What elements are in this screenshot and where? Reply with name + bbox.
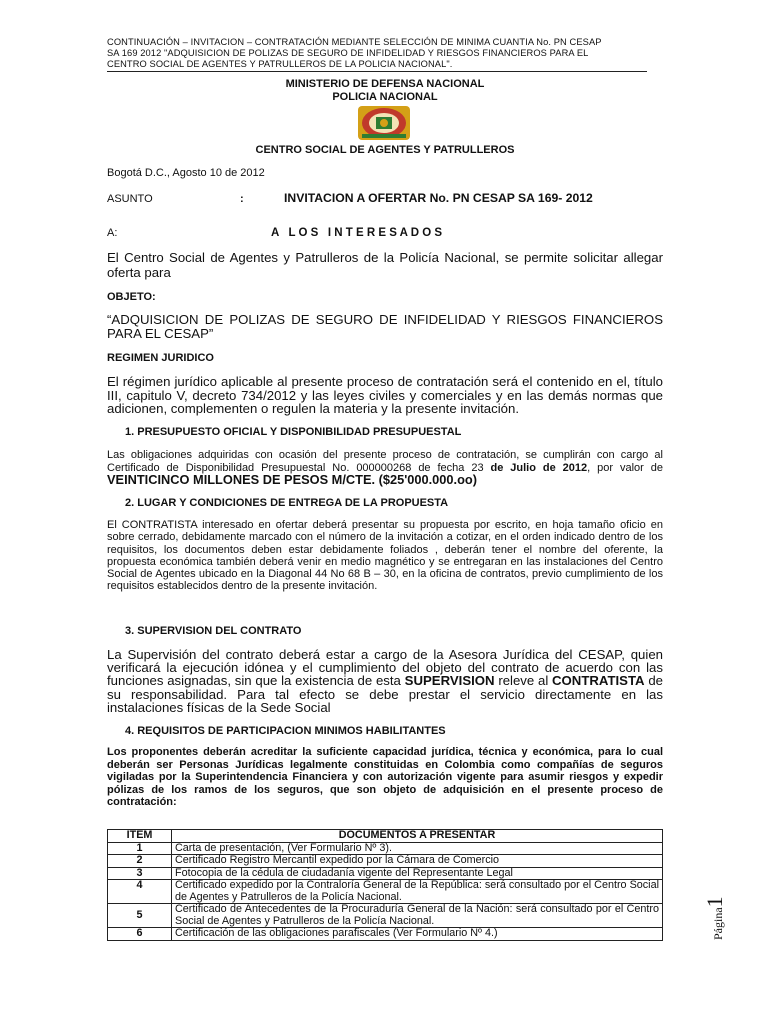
section-3-text: La Supervisión del contrato deberá estar a cargo de la Asesora Jurídica del CESAP, quien verificará la ejecución idónea y el cumplimiento del objeto del contrato de acuerdo con las funciones asignadas, sin que la existencia de esta SUPERVISION releve al CONTRATISTA de su responsabilidad. Para tal efecto se debe prestar el servicio directamente en las instalaciones físicas de la Sede Social bbox=[107, 647, 663, 715]
document-date: Bogotá D.C., Agosto 10 de 2012 bbox=[107, 167, 265, 179]
addressee-label: A: bbox=[107, 227, 118, 239]
item-number: 4 bbox=[108, 880, 172, 904]
item-document: Certificación de las obligaciones parafiscales (Ver Formulario Nº 4.) bbox=[172, 928, 663, 941]
item-document: Certificado Registro Mercantil expedido por la Cámara de Comercio bbox=[172, 855, 663, 868]
table-row bbox=[108, 928, 663, 941]
page-footer bbox=[702, 896, 728, 940]
header-line-2: SA 169 2012 "ADQUISICION DE POLIZAS DE SEGURO DE INFIDELIDAD Y RIESGOS FINANCIEROS PARA EL bbox=[107, 48, 589, 58]
regimen-text: El régimen jurídico aplicable al presente proceso de contratación será el contenido en el, título III, capitulo V, decreto 734/2012 y las leyes civiles y comerciales y en las demás normas que adicionen, complementen o regulen la materia y la presente invitación. bbox=[107, 374, 663, 416]
page-number: 1 bbox=[702, 896, 727, 908]
asunto-colon: : bbox=[240, 193, 244, 205]
section-2-heading: 2. LUGAR Y CONDICIONES DE ENTREGA DE LA PROPUESTA bbox=[125, 497, 449, 509]
section-4-text: Los proponentes deberán acreditar la suficiente capacidad jurídica, técnica y económica, para lo cual deberán ser Personas Jurídicas legalmente constituidas en Colombia como compañías de seguros vigiladas por la Superintendencia Financiera y con autorización vigente para asumir riesgos y expedir pólizas de los ramos de los seguros, que son objeto de adquisición en el presente proceso de contratación: bbox=[107, 746, 663, 808]
addressee-value: A L O S I N T E R E S A D O S bbox=[271, 227, 443, 239]
section-1-text: Las obligaciones adquiridas con ocasión del presente proceso de contratación, se cumplirán con cargo al Certificado de Disponibilidad Presupuestal No. 000000268 de fecha 23 de Julio de 2012, por valor de VEINTICINCO MILLONES DE PESOS M/CTE. ($25'000.000.oo) bbox=[107, 449, 664, 487]
column-header-documents: DOCUMENTOS A PRESENTAR bbox=[172, 830, 663, 843]
center-title: CENTRO SOCIAL DE AGENTES Y PATRULLEROS bbox=[255, 144, 515, 156]
asunto-label: ASUNTO bbox=[107, 193, 153, 205]
item-document: Certificado expedido por la Contraloría General de la República: será consultado por el Centro Social de Agentes y Patrulleros de la Policía Nacional. bbox=[172, 880, 663, 904]
intro-paragraph: El Centro Social de Agentes y Patrulleros de la Policía Nacional, se permite solicitar allegar oferta para bbox=[107, 250, 663, 280]
table-row bbox=[108, 867, 663, 880]
table-row bbox=[108, 855, 663, 868]
section-1-heading: 1. PRESUPUESTO OFICIAL Y DISPONIBILIDAD PRESUPUESTAL bbox=[125, 426, 462, 438]
regimen-heading: REGIMEN JURIDICO bbox=[107, 352, 214, 364]
asunto-value: INVITACION A OFERTAR No. PN CESAP SA 169- 2012 bbox=[284, 191, 593, 205]
running-header bbox=[107, 37, 647, 72]
item-number: 5 bbox=[108, 904, 172, 928]
item-document: Carta de presentación, (Ver Formulario Nº 3). bbox=[172, 842, 663, 855]
objeto-text: “ADQUISICION DE POLIZAS DE SEGURO DE INFIDELIDAD Y RIESGOS FINANCIEROS PARA EL CESAP” bbox=[107, 312, 663, 341]
header-line-1: CONTINUACIÓN – INVITACION – CONTRATACIÓN MEDIANTE SELECCIÓN DE MINIMA CUANTIA No. PN CESAP bbox=[107, 37, 602, 47]
table-row bbox=[108, 880, 663, 904]
budget-amount: VEINTICINCO MILLONES DE PESOS M/CTE. ($25'000.000.oo) bbox=[107, 472, 477, 487]
table-header-row bbox=[108, 830, 663, 843]
objeto-heading: OBJETO: bbox=[107, 291, 156, 303]
table-row bbox=[108, 842, 663, 855]
header-line-3: CENTRO SOCIAL DE AGENTES Y PATRULLEROS DE LA POLICIA NACIONAL". bbox=[107, 59, 453, 69]
page-label: Página bbox=[711, 907, 725, 940]
item-document: Certificado de Antecedentes de la Procuraduría General de la Nación: será consultado por el Centro Social de Agentes y Patrulleros de la Policía Nacional. bbox=[172, 904, 663, 928]
police-seal-icon bbox=[356, 104, 412, 142]
section-3-heading: 3. SUPERVISION DEL CONTRATO bbox=[125, 625, 302, 637]
table-row bbox=[108, 904, 663, 928]
item-number: 1 bbox=[108, 842, 172, 855]
police-title: POLICIA NACIONAL bbox=[332, 91, 438, 103]
item-document: Fotocopia de la cédula de ciudadanía vigente del Representante Legal bbox=[172, 867, 663, 880]
section-4-heading: 4. REQUISITOS DE PARTICIPACION MINIMOS HABILITANTES bbox=[125, 725, 446, 737]
item-number: 2 bbox=[108, 855, 172, 868]
item-number: 3 bbox=[108, 867, 172, 880]
ministry-title: MINISTERIO DE DEFENSA NACIONAL bbox=[285, 78, 485, 90]
column-header-item: ITEM bbox=[108, 830, 172, 843]
requirements-table bbox=[107, 829, 663, 941]
section-2-text: El CONTRATISTA interesado en ofertar deberá presentar su propuesta por escrito, en hoja tamaño oficio en sobre cerrado, debidamente marcado con el número de la invitación a cotizar, en el orden indicado dentro de los requisitos, los documentos deben estar debidamente foliados , deberán tener el nombre del oferente, la propuesta económica también deberá venir en medio magnético y se entregaran en las instalaciones del Centro Social de Agentes ubicado en la Diagonal 44 No 68 B – 30, en la oficina de contratos, previo cumplimiento de los requisitos establecidos dentro de la presente invitación. bbox=[107, 519, 663, 593]
item-number: 6 bbox=[108, 928, 172, 941]
